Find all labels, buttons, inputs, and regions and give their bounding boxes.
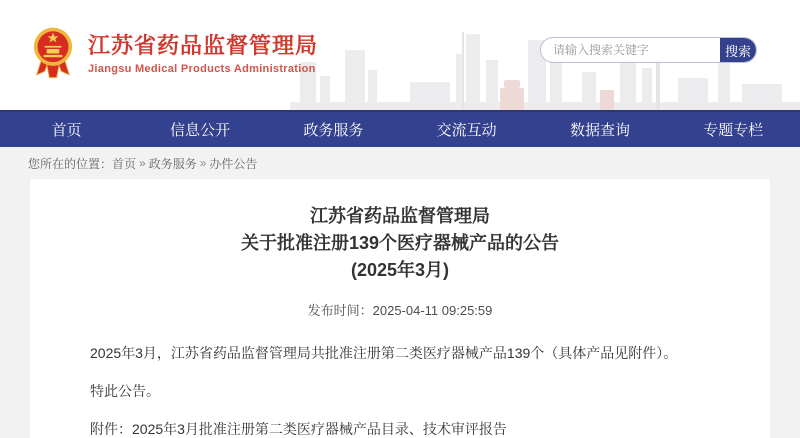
nav-item-topics[interactable]: 专题专栏 (703, 122, 764, 139)
article-title-line-1: 江苏省药品监督管理局 (310, 206, 490, 226)
site-title: 江苏省药品监督管理局 (88, 32, 319, 58)
site-brand[interactable] (33, 26, 318, 82)
search-input[interactable] (541, 38, 720, 62)
breadcrumb-separator: » (139, 156, 146, 170)
publish-time-label: 发布时间： (307, 303, 373, 318)
breadcrumb-services[interactable]: 政务服务 (148, 156, 197, 171)
article-title-line-3: (2025年3月) (350, 260, 450, 280)
search-box (540, 37, 757, 63)
nav-item-home[interactable]: 首页 (51, 122, 82, 139)
nav-item-services[interactable]: 政务服务 (303, 122, 364, 139)
breadcrumb-separator: » (199, 156, 207, 170)
article-panel (30, 179, 770, 438)
site-subtitle: Jiangsu Medical Products Administration (88, 63, 316, 76)
publish-time-value: 2025-04-11 09:25:59 (372, 303, 493, 318)
breadcrumb-prefix: 您所在的位置： (28, 156, 113, 171)
breadcrumb-home[interactable]: 首页 (112, 156, 137, 171)
search-button[interactable]: 搜索 (720, 38, 756, 62)
nav-item-interact[interactable]: 交流互动 (436, 122, 497, 139)
article-paragraph-attachment[interactable]: 附件：2025年3月批准注册第二类医疗器械产品目录、技术审评报告 (90, 421, 507, 437)
main-nav (0, 110, 800, 147)
article-title (62, 203, 738, 284)
nav-item-info[interactable]: 信息公开 (169, 122, 230, 139)
site-header (0, 0, 800, 110)
main-content (0, 179, 800, 438)
article-paragraph: 2025年3月，江苏省药品监督管理局共批准注册第二类医疗器械产品139个（具体产品见附件）。 (90, 345, 678, 361)
national-emblem-logo (33, 26, 73, 82)
article-paragraph: 特此公告。 (90, 383, 160, 399)
breadcrumb (0, 147, 800, 179)
site-title-group (88, 33, 318, 75)
publish-time-line (62, 300, 738, 319)
breadcrumb-notices[interactable]: 办件公告 (209, 156, 258, 171)
nav-item-data[interactable]: 数据查询 (569, 122, 630, 139)
article-body (62, 345, 738, 437)
article-title-line-2: 关于批准注册139个医疗器械产品的公告 (240, 233, 560, 253)
